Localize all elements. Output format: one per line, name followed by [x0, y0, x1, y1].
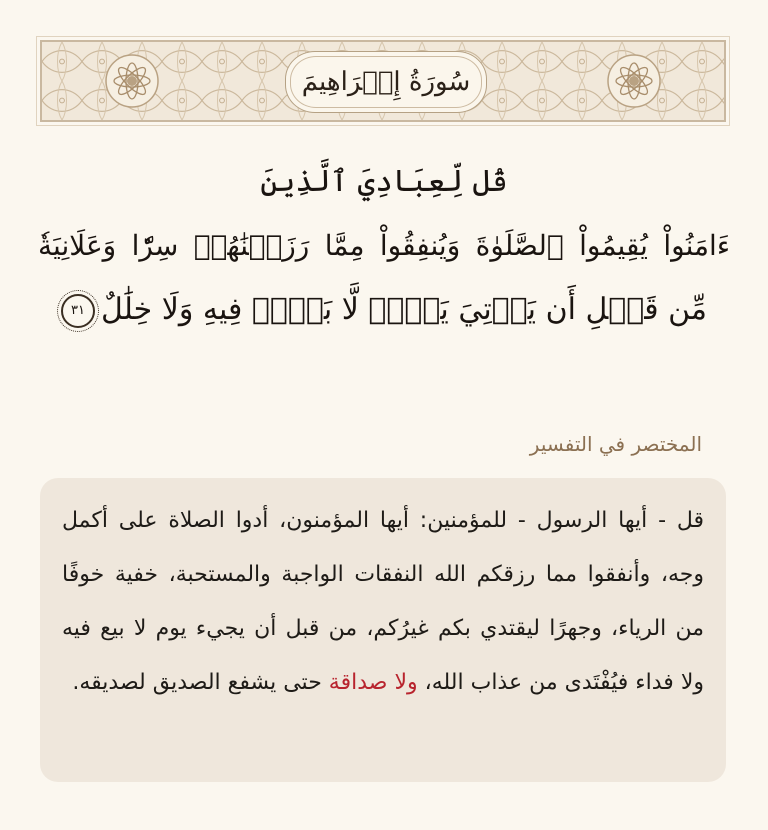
right-rosette-icon — [608, 55, 660, 107]
tafsir-text-box — [40, 478, 726, 782]
tafsir-text-end: حتى يشفع الصديق لصديقه. — [72, 670, 329, 695]
verse-line-3-text: مِّن قَبۡلِ أَن يَأۡتِيَ يَوۡمٞ لَّا بَيۡعٞ فِيهِ وَلَا خِلَٰلٌ — [101, 292, 707, 327]
tafsir-text-start: قل - أيها الرسول - للمؤمنين: أيها المؤمنون، أدوا الصلاة على أكمل وجه، وأنفقوا مما رزقكم الله النفقات الواجبة والمستحبة، خفية خوفًا من الرياء، وجهرًا ليقتدي بكم غيرُكم، من قبل أن يجيء يوم لا بيع فيه ولا فداء فيُفْتَدى من عذاب الله، — [62, 508, 704, 695]
surah-header-banner — [40, 40, 726, 122]
verse-line-3 — [20, 278, 748, 342]
verse-line-2: ءَامَنُواْ يُقِيمُواْ ٱلصَّلَوٰةَ وَيُنفِقُواْ مِمَّا رَزَقۡنَٰهُمۡ سِرّٗا وَعَلَانِيَةٗ — [38, 229, 730, 262]
tafsir-highlight: ولا صداقة — [328, 670, 418, 695]
verse-line-1: قُل لِّعِبَادِيَ ٱلَّذِينَ — [260, 164, 508, 199]
surah-title: سُورَةُ إِبۡرَاهِيمَ — [301, 67, 471, 97]
title-cartouche — [285, 51, 487, 113]
verse-block — [20, 150, 748, 342]
left-rosette-icon — [106, 55, 158, 107]
ayah-number-marker: ٣١ — [61, 294, 95, 328]
tafsir-heading: المختصر في التفسير — [529, 432, 702, 456]
